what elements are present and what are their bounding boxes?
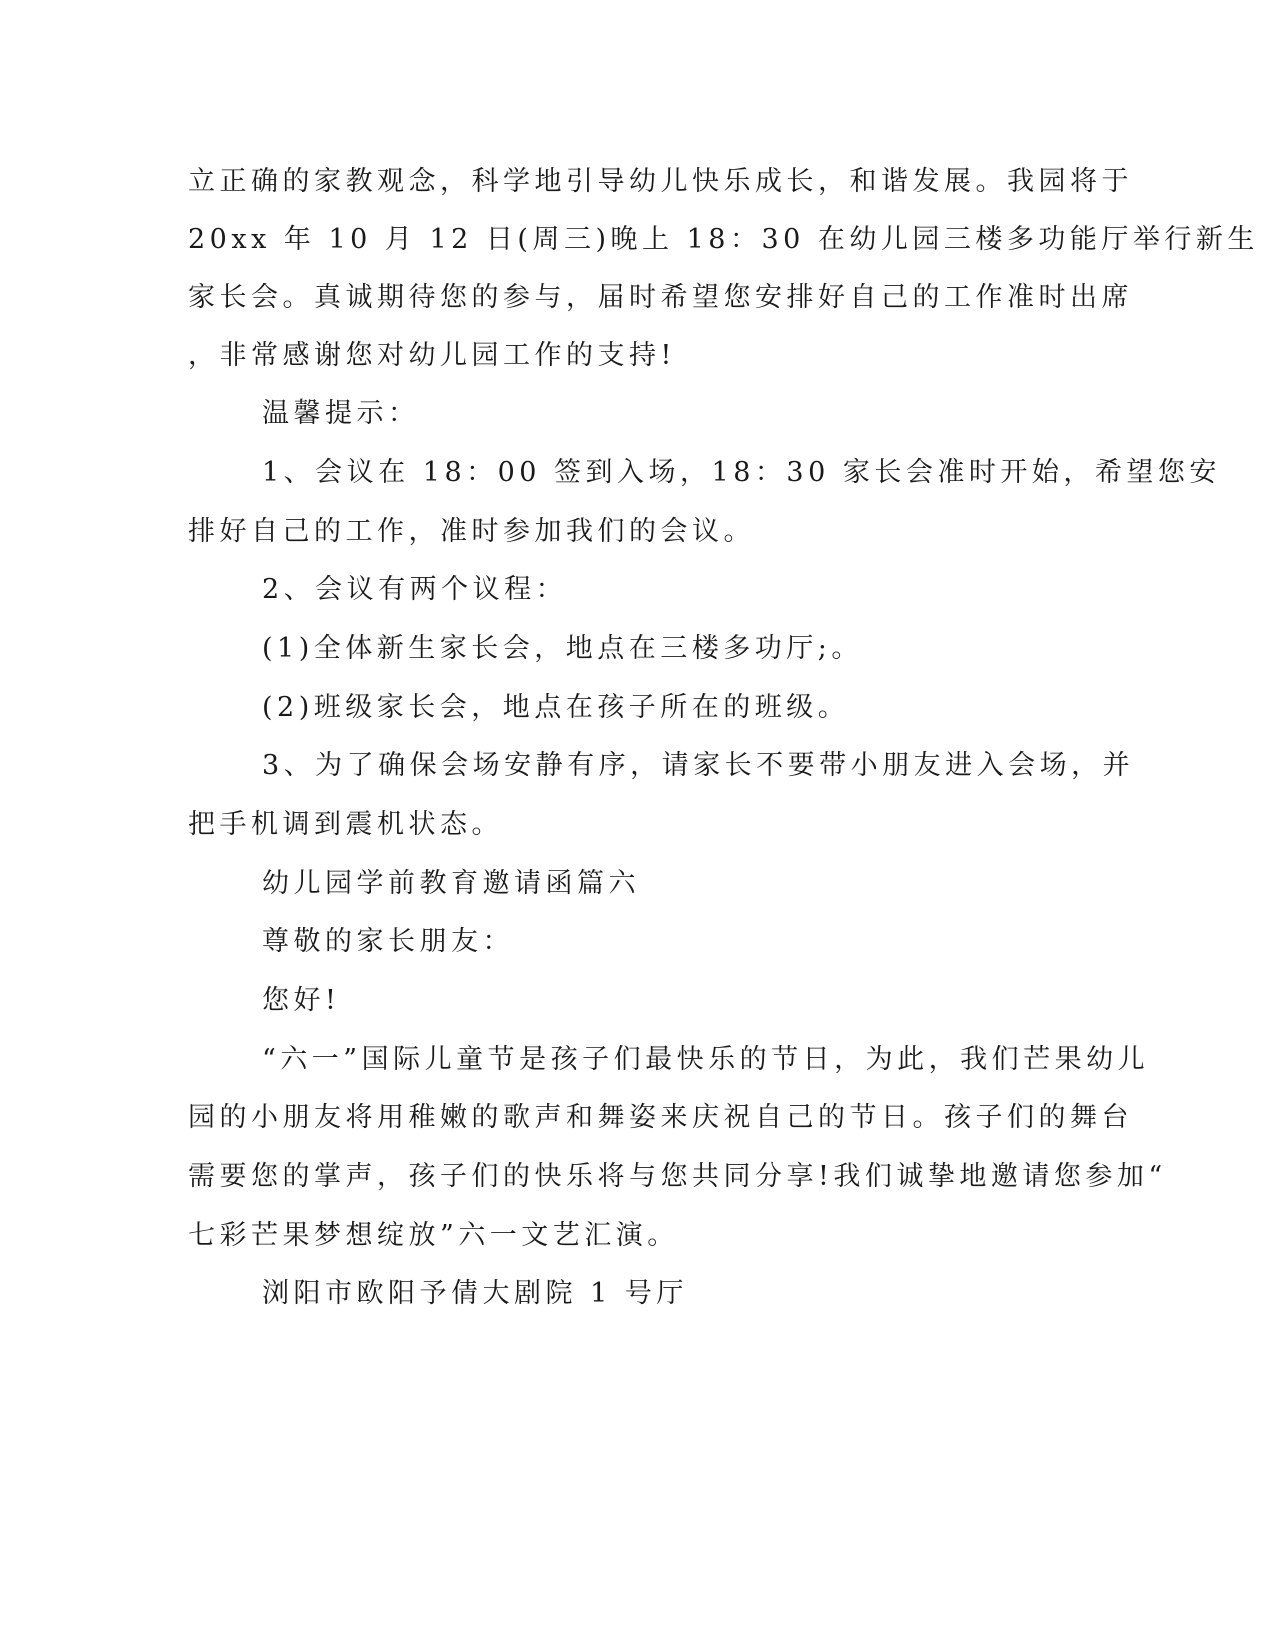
paragraph-line-4: ，非常感谢您对幼儿园工作的支持! [188,340,676,371]
tip-1-line-2: 排好自己的工作，准时参加我们的会议。 [188,516,755,547]
paragraph-line-3: 家长会。真诚期待您的参与，届时希望您安排好自己的工作准时出席 [188,282,1133,313]
invitation-line-1: “六一”国际儿童节是孩子们最快乐的节日，为此，我们芒果幼儿 [262,1044,1150,1075]
invitation-line-4: 七彩芒果梦想绽放”六一文艺汇演。 [188,1220,679,1251]
paragraph-line-1: 立正确的家教观念，科学地引导幼儿快乐成长，和谐发展。我园将于 [188,166,1133,197]
invitation-line-2: 园的小朋友将用稚嫩的歌声和舞姿来庆祝自己的节日。孩子们的舞台 [188,1102,1133,1133]
tip-3-line-2: 把手机调到震机状态。 [188,809,503,840]
tips-heading: 温馨提示： [262,398,420,429]
agenda-item-1: (1)全体新生家长会，地点在三楼多功厅;。 [262,633,863,664]
venue-line: 浏阳市欧阳予倩大剧院 1 号厅 [262,1278,688,1309]
tip-2: 2、会议有两个议程： [262,574,568,605]
salutation: 尊敬的家长朋友： [262,926,514,957]
invitation-line-3: 需要您的掌声，孩子们的快乐将与您共同分享!我们诚挚地邀请您参加“ [188,1161,1167,1192]
section-title: 幼儿园学前教育邀请函篇六 [262,868,640,899]
agenda-item-2: (2)班级家长会，地点在孩子所在的班级。 [262,692,850,723]
tip-3-line-1: 3、为了确保会场安静有序，请家长不要带小朋友进入会场，并 [262,750,1135,781]
greeting: 您好! [262,985,341,1016]
paragraph-line-2: 20xx 年 10 月 12 日(周三)晚上 18：30 在幼儿园三楼多功能厅举行新生 [188,224,1259,255]
tip-1-line-1: 1、会议在 18：00 签到入场，18：30 家长会准时开始，希望您安 [262,457,1221,488]
